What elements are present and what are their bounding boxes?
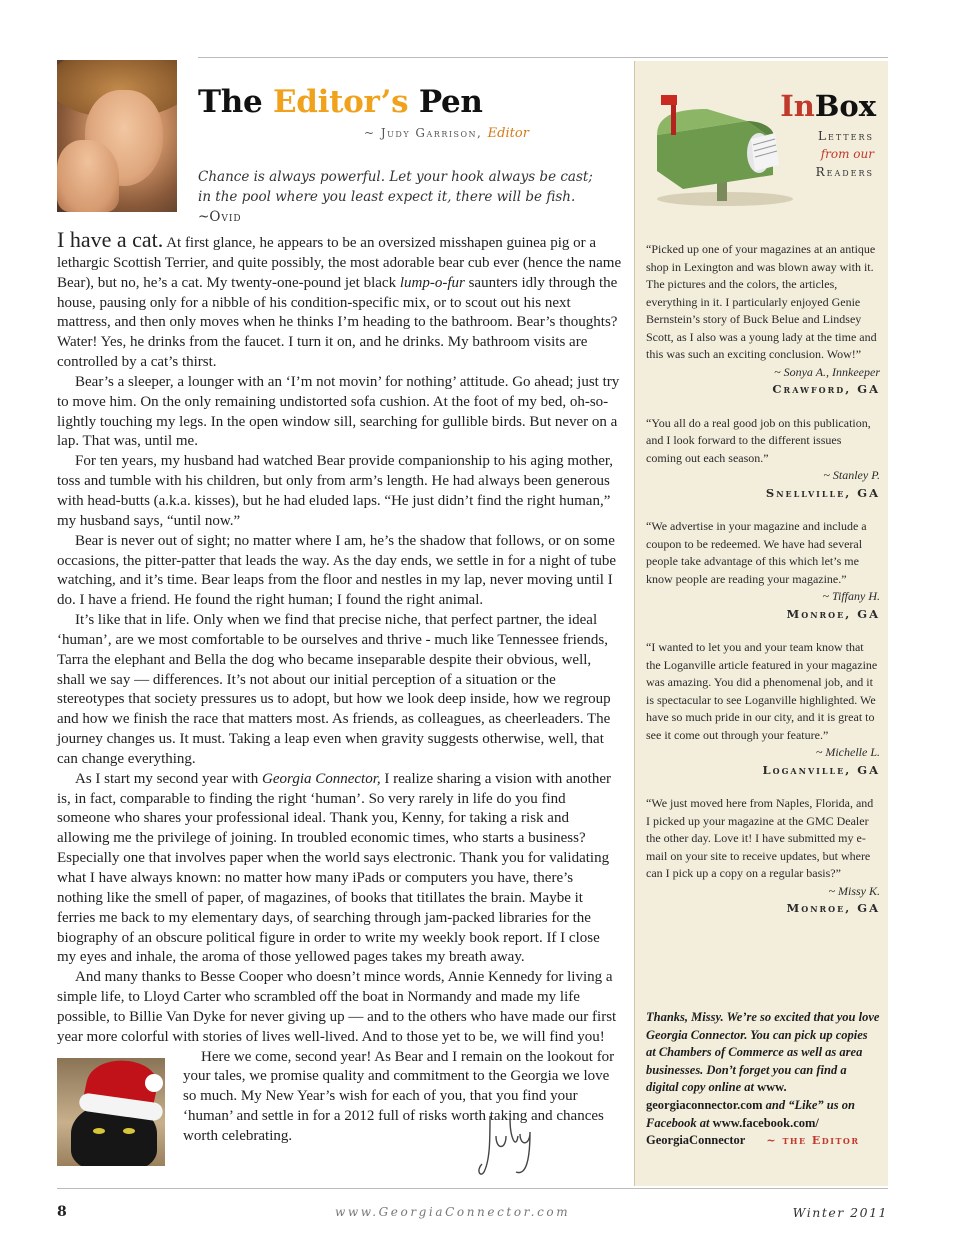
cat-photo [57, 1058, 165, 1166]
editor-article [57, 227, 622, 1147]
epigraph-quote: Chance is always powerful. Let your hook always be cast; in the pool where you least expect it, there will be fish. ~Ovid [198, 169, 593, 225]
issue-label: Winter 2011 [792, 1205, 888, 1220]
lead-in: I have a cat. [57, 227, 164, 252]
page-number: 8 [57, 1204, 67, 1220]
page-title: The Editor’s Pen [198, 84, 483, 120]
letter-item: “I wanted to let you and your team know that the Loganville article featured in your magazine was amazing. You did a phenomenal job, and it is spectacular to see Loganville highlighted. We have so much pride in our city, and it is great to see it come out through your feature.” ~ Michelle L. Loganville, GA [646, 640, 880, 777]
inbox-sidebar [634, 61, 888, 1186]
article-paragraph: Bear is never out of sight; no matter where I am, he’s the shadow that follows, or on some occasions, the pitter-patter that leads the way. As the day ends, we settle in for a night of tube watching, and it’s time. Bear leaps from the floor and nestles in my lap, never moving until I do. I have a friend. He found the right human; I found the right animal. [57, 532, 616, 609]
facebook-link[interactable]: www.facebook.com/ GeorgiaConnector [646, 1115, 819, 1148]
article-paragraph: As I start my second year with Georgia Connector, I realize sharing a vision with another is, in fact, comparable to finding the right ‘human’. So very rarely in life do you find someone who shares your professional ideal. Thank you, Kenny, for taking a risk and allowing me the privilege of joining. In troubled economic times, who starts a business? Especially one that involves paper when the world says electronic. Thank you for validating what I have always known: no matter how many iPads or computers you have, there’s nothing like the smell of paper, of magazines, of books that titillates the brain. Maybe it ferries me back to my elementary days, of searching through jam-packed libraries for the biography of an obscure political figure in order to write my weekly book report. If I close my eyes and inhale, the aroma of those yellowed pages takes my breath away. [57, 770, 611, 966]
letter-item: “You all do a real good job on this publication, and I look forward to the different issues coming out each season.” ~ Stanley P. Snellville, GA [646, 415, 880, 500]
footer-url[interactable]: www.GeorgiaConnector.com [335, 1205, 571, 1219]
footer-rule [57, 1188, 888, 1189]
byline: ~ Judy Garrison, Editor [364, 126, 529, 141]
editor-reply: Thanks, Missy. We’re so excited that you love Georgia Connector. You can pick up copies at Chambers of Commerce as well as area businesses. Don’t forget you can find a digital copy online at www. georgiaconnector.com and “Like” us on Facebook at www.facebook.com/ GeorgiaConnector ~ the Editor [646, 1010, 880, 1148]
signature [476, 1110, 536, 1180]
letter-item: “Picked up one of your magazines at an antique shop in Lexington and was blown away with it. The pictures and the colors, the articles, everything in it. I particularly enjoyed Genie Bernstein’s story of Buck Belue and Lindsey Scott, as I also was a young lady at the time and this was such an exciting conclusion. Wow!” ~ Sonya A., Innkeeper Crawford, GA [646, 242, 880, 396]
article-paragraph: And many thanks to Besse Cooper who doesn’t mince words, Annie Kennedy for living a simple life, to Lloyd Carter who scrambled off the boat in Normandy and made my life possible, to Billie Van Dyke for never giving up — and to the others who have made our first year more colorful with stories of lives well-lived. And to those yet to be, we will find you! [57, 969, 617, 1045]
letters-list [646, 241, 880, 934]
article-paragraph: It’s like that in life. Only when we find that precise niche, that perfect partner, the ideal ‘human’, are we most comfortable to be ourselves and thrive - much like Tennessee friends, Tarra the elephant and Bella the dog who became inseparable despite their obvious, well, shall we say — differences. It’s not about our initial perception of a situation or the stereotypes that society pressures us to adopt, but how we look deep inside, how we regroup and how we finish the race that matters most. As friends, as colleagues, as cheerleaders. The journey changes us. It must. Taking a leap even when gravity suggests otherwise, well, that can change everything. [57, 612, 611, 767]
inbox-title: InBox [780, 89, 876, 123]
letter-item: “We just moved here from Naples, Florida, and I picked up your magazine at the GMC Dealer the other day. Love it! I have submitted my e-mail on your site to receive updates, but where can I pick up a copy on a regular basis?” ~ Missy K. Monroe, GA [646, 796, 880, 915]
editor-photo [57, 60, 177, 212]
website-link[interactable]: www. georgiaconnector.com [646, 1080, 787, 1112]
article-paragraph: Bear’s a sleeper, a lounger with an ‘I’m not movin’ for nothing’ attitude. Go ahead; just try to move him. On the only remaining undistorted sofa cushion. At the foot of my bed, oh-so-lightly touching my legs. In the open window sill, searching for gullible birds. But never on a lap. That was, until me. [57, 373, 620, 450]
article-paragraph: For ten years, my husband had watched Bear provide companionship to his aging mother, toss and tumble with his children, but only from arm’s length. He had always been generous with head-butts (a.k.a. kisses), but he had eluded laps. “He just didn’t find the right human,” my husband says, “until now.” [57, 453, 614, 529]
article-paragraph: I have a cat. At first glance, he appears to be an oversized misshapen guinea pig or a lethargic Scottish Terrier, and quite possibly, the most adorable bear cub ever (hence the name Bear), but no, he’s a cat. My twenty-one-pound jet black lump-o-fur saunters idly through the house, pausing only for a nibble of his condition-specific mix, or to scout out his next mattress, and then only moves when he thinks I’m heading to the bathroom. Bear’s thoughts? Water! Yes, he drinks from the faucet. I turn it on, and he drinks. My bathroom visits are controlled by a cat’s thirst. [57, 227, 622, 371]
article-paragraph: Here we come, second year! As Bear and I remain on the lookout for your tales, we promise quality and commitment to the Georgia we love so much. My New Year’s wish for each of you, that you find your ‘human’ and settle in for a 2012 full of risks worth taking and chances worth celebrating. [183, 1048, 615, 1144]
inbox-subtitle: Letters from our Readers [815, 129, 874, 179]
mailbox-icon [647, 95, 797, 207]
letter-item: “We advertise in your magazine and include a coupon to be redeemed. We have had several people take advantage of this which let’s me know people are reading your magazine.” ~ Tiffany H. Monroe, GA [646, 519, 880, 621]
top-rule [198, 57, 888, 58]
